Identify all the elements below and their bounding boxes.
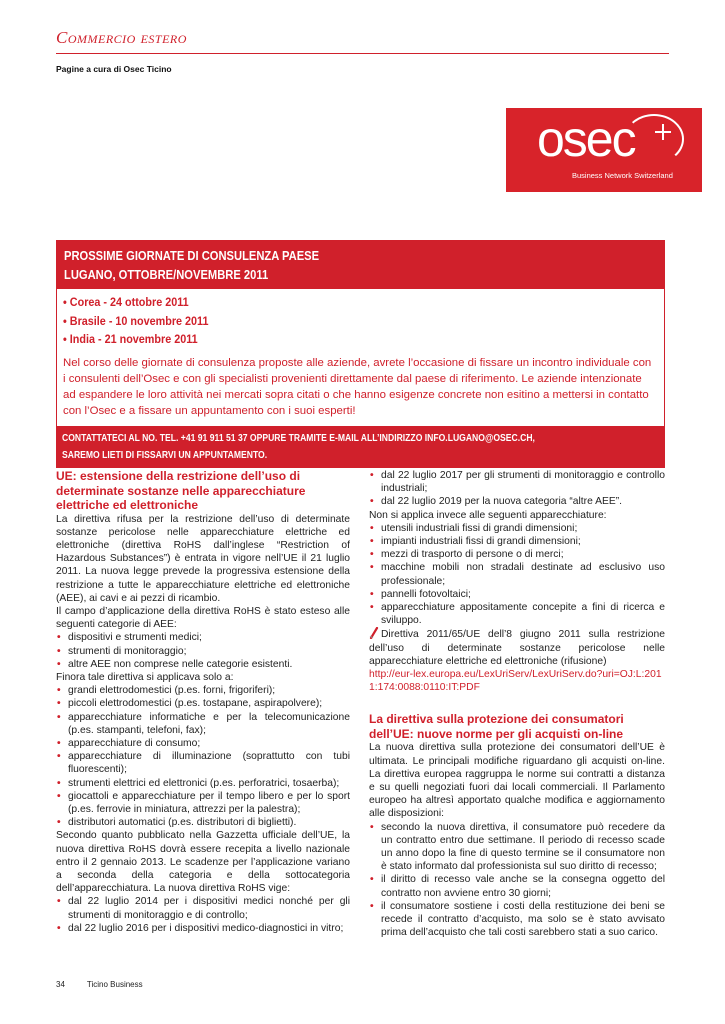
list-item: • il diritto di recesso vale anche se la consegna oggetto del contratto non avviene entro 30 giorni;: [369, 873, 665, 899]
list-item: • apparecchiature di consumo;: [56, 737, 350, 750]
page-number: 34: [56, 980, 65, 989]
list-item: • dal 22 luglio 2016 per i dispositivi medico-diagnostici in vitro;: [56, 922, 350, 935]
consultation-dates: [63, 293, 656, 349]
list-item: • grandi elettrodomestici (p.es. forni, frigoriferi);: [56, 684, 350, 697]
list-item: • dispositivi e strumenti medici;: [56, 631, 350, 644]
list-item: • apparecchiature informatiche e per la telecomunicazione (p.es. stampanti, telefoni, fax);: [56, 711, 350, 737]
logo-tagline: Business Network Switzerland: [572, 171, 673, 180]
consultation-title: PROSSIME GIORNATE DI CONSULENZA PAESE: [64, 248, 320, 263]
list-item: • secondo la nuova direttiva, il consumatore può recedere da un contratto entro due settimane. Il periodo di recesso scade un anno dopo la fine di questo termine se il consumatore non è stato informato dal professionista sul suo diritto di recesso;: [369, 821, 665, 874]
consultation-date: • Corea - 24 ottobre 2011: [63, 295, 189, 309]
reference: Direttiva 2011/65/UE dell’8 giugno 2011 sulla restrizione dell’uso di determinate sostanze pericolose nelle apparecchiature elettriche ed elettroniche (rifusione): [369, 629, 665, 667]
article-title: La direttiva sulla protezione dei consumatori dell’UE: nuove norme per gli acquisti on-line: [369, 712, 624, 741]
list-item: • distributori automatici (p.es. distributori di biglietti).: [56, 816, 350, 829]
list-item: • utensili industriali fissi di grandi dimensioni;: [369, 522, 665, 535]
list-item: • strumenti elettrici ed elettronici (p.es. perforatrici, tosaerba);: [56, 777, 350, 790]
contact-line: SAREMO LIETI DI FISSARVI UN APPUNTAMENTO.: [62, 450, 268, 462]
list-item: • apparecchiature appositamente concepite a fini di ricerca e sviluppo.: [369, 601, 665, 627]
document-link-icon: [369, 627, 379, 639]
paragraph: La nuova direttiva sulla protezione dei consumatori dell’UE è ultimata. Le principali modifiche riguardano gli acquisti on-line. La direttiva europea raggruppa le norme sui contratti a distanza e su quelli negoziati fuori dai locali commerciali. Il Parlamento europeo ha altresì apportato qualche modifica e aggiornamento alle disposizioni:: [369, 742, 665, 820]
bullet-list: [369, 469, 665, 509]
section-title: Commercio estero: [56, 28, 187, 47]
list-item: • impianti industriali fissi di grandi dimensioni;: [369, 535, 665, 548]
consultation-date: • Brasile - 10 novembre 2011: [63, 313, 209, 328]
consultation-header: [56, 240, 665, 289]
list-item: • apparecchiature di illuminazione (soprattutto con tubi fluorescenti);: [56, 750, 350, 776]
list-item: • dal 22 luglio 2014 per i dispositivi medici nonché per gli strumenti di monitoraggio e di controllo;: [56, 895, 350, 921]
bullet-list: [56, 684, 350, 829]
consultation-box: [56, 240, 665, 468]
page-footer: [56, 980, 165, 989]
plus-icon: [655, 124, 671, 140]
paragraph: Secondo quanto pubblicato nella Gazzetta ufficiale dell’UE, la nuova direttiva RoHS dovrà essere recepita a livello nazionale entro il 2 gennaio 2013. Le scadenze per l’applicazione variano a seconda della categoria e della sottocategoria dell’apparecchiatura. La nuova direttiva RoHS vige:: [56, 830, 350, 895]
header-rule: [56, 53, 669, 54]
logo-arc-icon: [624, 114, 684, 164]
bullet-list: [56, 895, 350, 935]
list-item: • pannelli fotovoltaici;: [369, 588, 665, 601]
bullet-list: [369, 522, 665, 628]
list-item: • giocattoli e apparecchiature per il tempo libero e per lo sport (p.es. ferrovie in miniatura, attrezzi per la palestra);: [56, 790, 350, 816]
list-item: • strumenti di monitoraggio;: [56, 645, 350, 658]
reference-link[interactable]: http://eur-lex.europa.eu/LexUriServ/LexUriServ.do?uri=OJ:L:2011:174:0088:0110:IT:PDF: [369, 669, 662, 694]
page-header: [56, 28, 187, 48]
publication-name: Ticino Business: [86, 980, 143, 989]
paragraph: Non si applica invece alle seguenti apparecchiature:: [369, 509, 607, 521]
osec-logo: [506, 108, 702, 192]
consultation-contact: [56, 427, 665, 468]
consultation-subtitle: LUGANO, OTTOBRE/NOVEMBRE 2011: [64, 267, 269, 282]
left-column: [56, 469, 350, 935]
logo-wordmark: osec: [537, 111, 635, 167]
consultation-body: [56, 289, 665, 427]
list-item: • il consumatore sostiene i costi della restituzione dei beni se recede il contratto d’acquisto, ma solo se è stato avvisato prima dell’acquisto che tali costi sarebbero stati a suo carico.: [369, 900, 665, 940]
consultation-text: Nel corso delle giornate di consulenza proposte alle aziende, avrete l’occasione di fissare un incontro individuale con i consulenti dell’Osec e con gli specialisti provenienti direttamente dal paese di riferimento. Le aziende intenzionate ad espandere le loro attività nei mercati sopra citati o che hanno esigenze concrete non esitino a mettersi in contatto con l’Osec e a fissare un appuntamento con i suoi esperti!: [63, 356, 652, 418]
article-title: UE: estensione della restrizione dell’uso di determinate sostanze nelle apparecchiature elettriche ed elettroniche: [56, 469, 306, 512]
consultation-date: • India - 21 novembre 2011: [63, 332, 198, 346]
list-item: • piccoli elettrodomestici (p.es. tostapane, aspirapolvere);: [56, 697, 350, 710]
right-column: [369, 469, 665, 940]
list-item: • dal 22 luglio 2017 per gli strumenti di monitoraggio e controllo industriali;: [369, 469, 665, 495]
list-item: • altre AEE non comprese nelle categorie esistenti.: [56, 658, 350, 671]
list-item: • macchine mobili non stradali destinate ad esclusivo uso professionale;: [369, 561, 665, 587]
paragraph: La direttiva rifusa per la restrizione dell’uso di determinate sostanze pericolose nelle apparecchiature elettriche ed elettroniche (direttiva RoHS dall’inglese “Restriction of Hazardous Substances”) è entrata in vigore nell’UE il 21 luglio 2011. La nuova legge prevede la progressiva estensione della restrizione a tutte le apparecchiature elettriche ed elettroniche (AEE), ai cavi e ai pezzi di ricambio.: [56, 513, 350, 604]
list-item: • dal 22 luglio 2019 per la nuova categoria “altre AEE”.: [369, 495, 665, 508]
contact-line: CONTATTATECI AL NO. TEL. +41 91 911 51 37 OPPURE TRAMITE E-MAIL ALL’INDIRIZZO INFO.LUGANO@OSEC.CH,: [62, 432, 535, 444]
paragraph: Il campo d’applicazione della direttiva RoHS è stato esteso alle seguenti categorie di AEE:: [56, 605, 350, 631]
list-item: • mezzi di trasporto di persone o di merci;: [369, 548, 665, 561]
bullet-list: [56, 631, 350, 671]
page-subtitle: Pagine a cura di Osec Ticino: [56, 64, 172, 74]
paragraph: Finora tale direttiva si applicava solo a:: [56, 671, 234, 683]
bullet-list: [369, 821, 665, 940]
